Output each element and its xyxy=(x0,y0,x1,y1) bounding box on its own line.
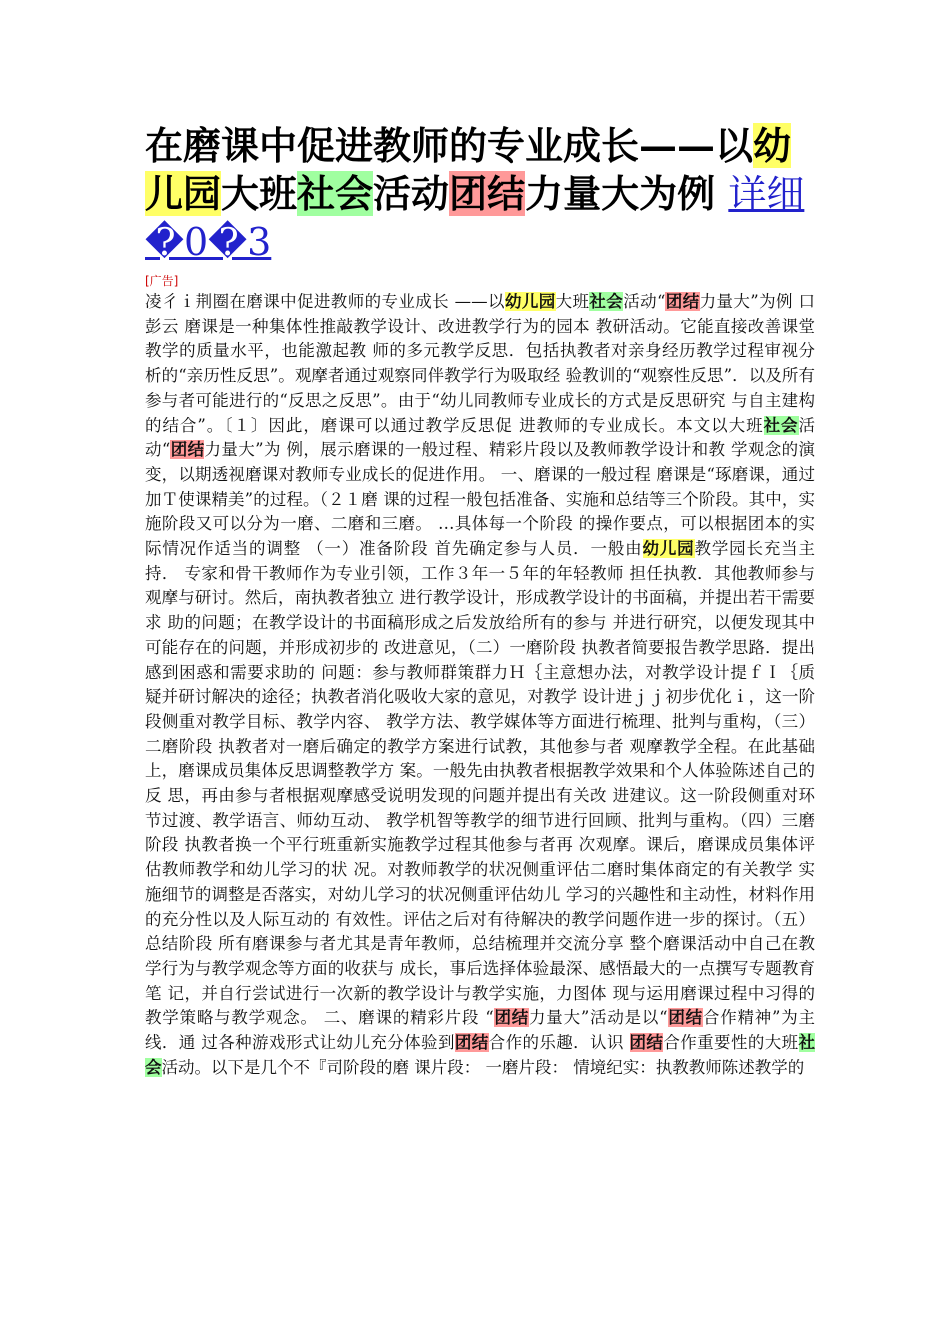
highlight-keyword: 社会 xyxy=(145,1033,816,1077)
highlight-keyword: 团结 xyxy=(667,1008,703,1028)
body-text-run: 合作重要性的大班 xyxy=(663,1033,799,1053)
body-text-run: 合作的乐趣．认识 xyxy=(488,1033,630,1053)
body-text-run: 教学园长充当主持． 专家和骨干教师作为专业引领，工作３年一５年的年轻教师 担任执教．其他教师参与观摩与研讨。然后，南执教者独立 进行教学设计，形成教学设计的书面稿，并提出若干需要求 助的问题；在教学设计的书面稿形成之后发放给所有的参与 并进行研究，以便发现其中可能存在的问题，并形成初步的 改进意见，（二）一磨阶段 执教者简要报告教学思路．提出感到困惑和需要求助的 问题：参与教师群策群力Ｈ｛主意想办法，对教学设计提ｆＩ｛质 疑并研讨解决的途径；执教者消化吸收大家的意见，对教学 设计进ｊｊ初步优化ｉ，这一阶段侧重对教学目标、教学内容、 教学方法、教学媒体等方面进行梳理、批判与重构，（三）二磨阶段 执教者对一磨后确定的教学方案进行试教，其他参与者 观摩教学全程。在此基础上，磨课成员集体反思调整教学方 案。一般先由执教者根据教学效果和个人体验陈述自己的反 思，再由参与者根据观摩感受说明发现的问题并提出有关改 进建议。这一阶段侧重对环节过渡、教学语言、师幼互动、 教学机智等教学的细节进行回顾、批判与重构。（四）三磨阶段 执教者换一个平行班重新实施教学过程其他参与者再 次观摩。课后，磨课成员集体评估教师教学和幼儿学习的状 况。对教师教学的状况侧重评估二磨时集体商定的有关教学 实施细节的调整是否落实，对幼儿学习的状况侧重评估幼儿 学习的兴趣性和主动性，材料作用的充分性以及人际互动的 有效性。评估之后对有待解决的教学问题作进一步的探讨。（五）总结阶段 所有磨课参与者尤其是青年教师，总结梳理并交流分享 整个磨课活动中自己在教学行为与教学观念等方面的收获与 成长，事后选择体验最深、感悟最大的一点撰写专题教育笔 记，并自行尝试进行一次新的教学设计与教学实施，力图体 现与运用磨课过程中习得的教学策略与教学观念。 二、磨课的精彩片段 “ xyxy=(145,539,816,1028)
body-text-run: 力量大”活动是以“ xyxy=(529,1008,668,1028)
highlight-keyword: 社会 xyxy=(589,292,624,311)
body-text-run: 力量大”为 例，展示磨课的一般过程、精彩片段以及教师教学设计和教 学观念的演变，以期透视磨课对教师专业成长的促进作用。 一、磨课的一般过程 磨课是“琢磨课，通过加Ｔ使课精美”的过程。（２１磨 课的过程一般包括准备、实施和总结等三个阶段。其中，实 施阶段又可以分为一磨、二磨和三磨。 …具体每一个阶段 的操作要点，可以根据团本的实际情况作适当的调整 （一）准备阶段 首先确定参与人员．一般由 xyxy=(145,440,816,559)
body-text-run: 活动“ xyxy=(623,292,666,311)
highlight-keyword: 幼儿园 xyxy=(642,539,695,559)
ad-label[interactable]: [广告] xyxy=(145,274,179,288)
article-title xyxy=(145,122,815,266)
title-part: 大班 xyxy=(221,171,298,216)
article-body xyxy=(145,290,815,1081)
details-link[interactable]: 详细�0�3 xyxy=(145,172,805,264)
title-part: 活动 xyxy=(373,171,450,216)
body-text-run: 活动。以下是几个不『司阶段的磨 课片段： 一磨片段： 情境纪实：执教教师陈述教学的 xyxy=(161,1057,805,1077)
highlight-keyword: 团结 xyxy=(629,1033,664,1053)
highlight-keyword: 团结 xyxy=(454,1033,489,1053)
highlight-keyword: 社会 xyxy=(763,415,799,435)
highlight-keyword: 幼儿园 xyxy=(504,292,556,311)
body-text-run: 力量大”为例 口彭云 磨课是一种集体性推敲教学设计、改进教学行为的园本 教研活动。它能直接改善课堂教学的质量水平，也能激起教 师的多元教学反思．包括执教者对亲身经历教学过程审视分 析的“亲历性反思”。观摩者通过观察同伴教学行为吸取经 验教训的“观察性反思”．以及所有参与者可能进行的“反思之反思”。由于“幼儿同教师专业成长的方式是反思研究 与自主建构的结合”。〔１〕因此，磨课可以通过教学反思促 进教师的专业成长。本文以大班 xyxy=(145,292,815,435)
highlight-keyword: 团结 xyxy=(493,1008,530,1028)
body-text-run: 活动“ xyxy=(145,415,816,460)
highlight-keyword: 团结 xyxy=(665,292,700,311)
body-text-run: 大班 xyxy=(555,292,590,311)
title-highlight-keyword: 团结 xyxy=(449,171,526,216)
title-highlight-keyword: 儿园 xyxy=(145,171,222,216)
title-part: 在磨课中促进教师的专业成长——以 xyxy=(145,123,754,168)
title-highlight-keyword: 社会 xyxy=(297,171,374,216)
highlight-keyword: 团结 xyxy=(170,440,205,460)
title-highlight-keyword: 幼 xyxy=(753,123,792,168)
body-text-run: 凌彳ｉ荆圈在磨课中促进教师的专业成长 ——以 xyxy=(145,292,505,311)
body-text-run: 合作精神”为主线．通 过各种游戏形式让幼儿充分体验到 xyxy=(145,1008,816,1053)
title-part: 力量大为例 xyxy=(525,171,716,216)
